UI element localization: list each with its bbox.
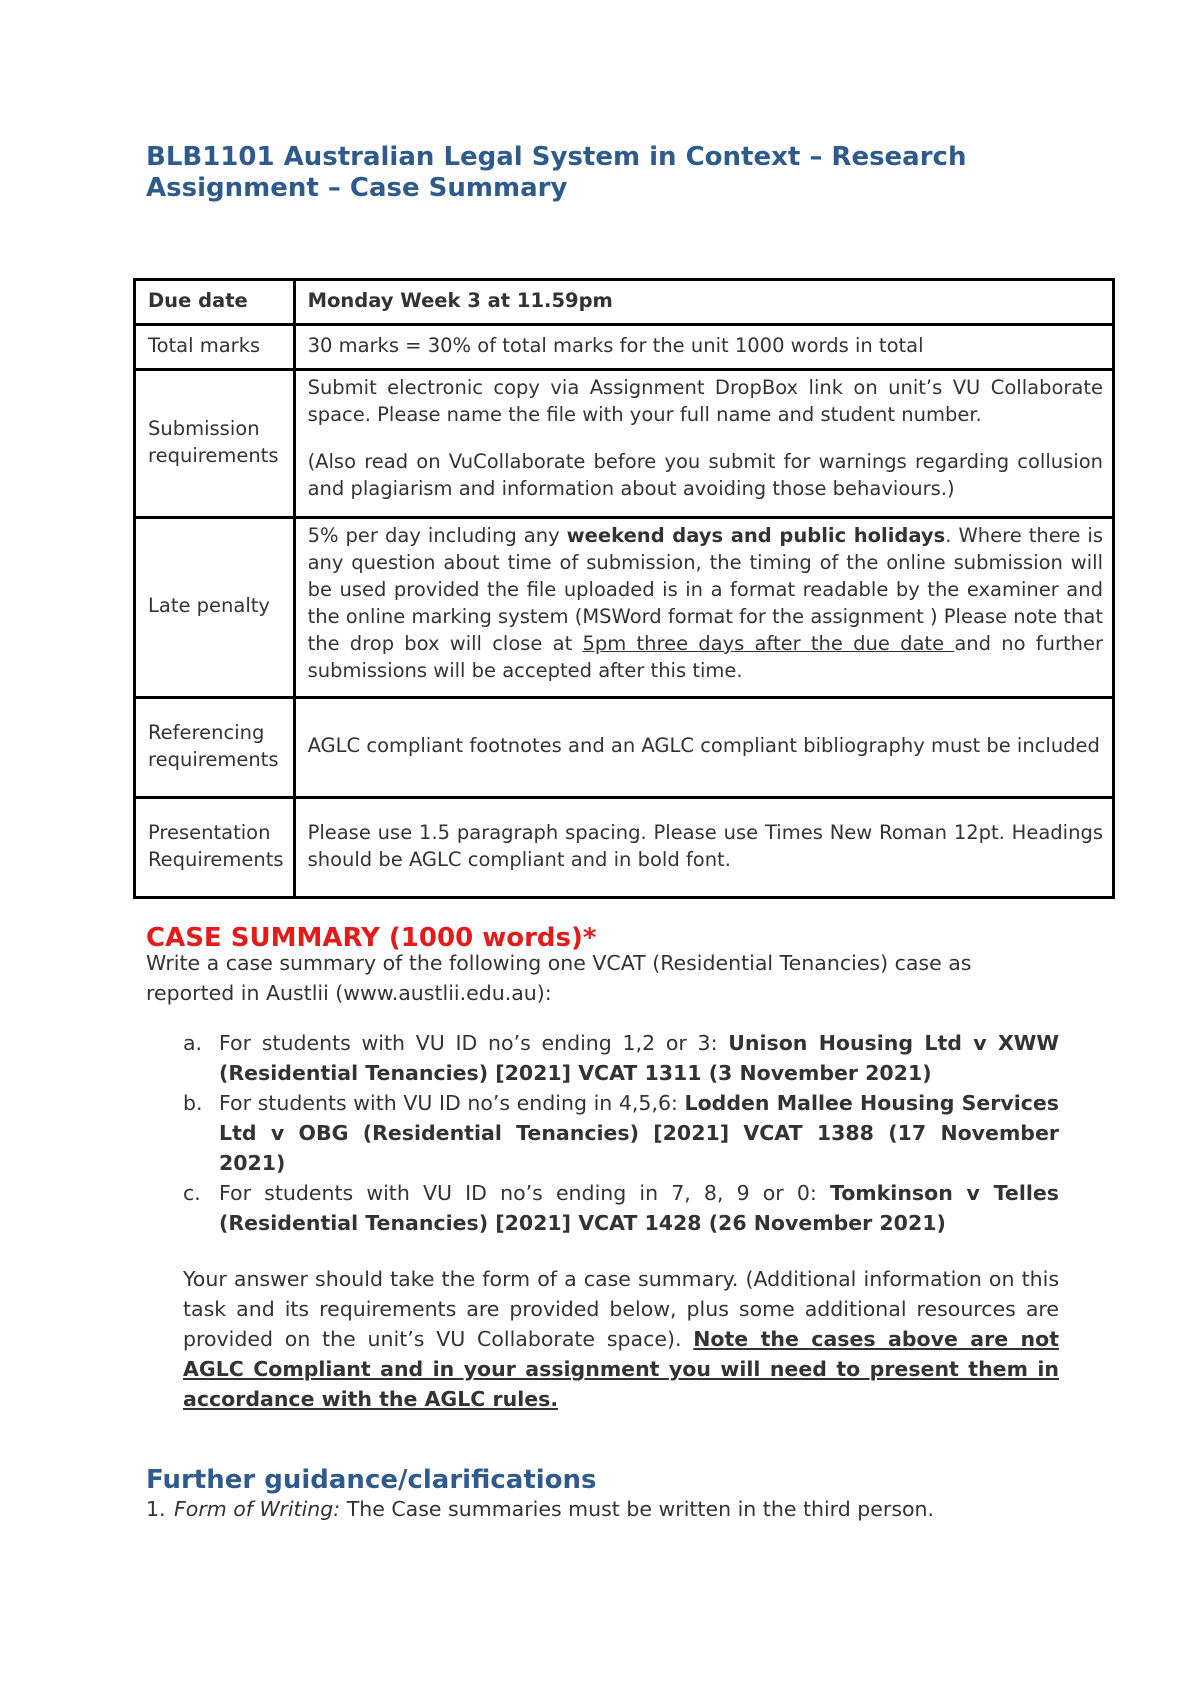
list-marker: b.	[183, 1091, 203, 1115]
submission-value	[294, 370, 1113, 518]
case-summary-intro: Write a case summary of the following one VCAT (Residential Tenancies) case as reported in Austlii (www.austlii.edu.au):	[146, 951, 972, 1005]
list-marker: a.	[183, 1031, 203, 1055]
list-item	[146, 1494, 1058, 1524]
list-item	[183, 1178, 1059, 1238]
list-item	[183, 1028, 1059, 1088]
aglc-note: Note the cases above are not AGLC Compliant and in your assignment you will need to present them in accordance with the AGLC rules.	[183, 1327, 1059, 1411]
late-penalty-text: and no further submissions will be accepted after this time.	[307, 632, 1104, 682]
submission-paragraph: Submit electronic copy via Assignment DropBox link on unit’s VU Collaborate space. Please name the file with your full name and student number.	[307, 376, 1103, 426]
submission-label: Submission requirements	[135, 370, 295, 518]
list-item-text: For students with VU ID no’s ending in 4,5,6:	[219, 1091, 685, 1115]
due-date-value: Monday Week 3 at 11.59pm	[294, 280, 1113, 325]
case-citation: Lodden Mallee Housing Services Ltd v OBG (Residential Tenancies) [2021] VCAT 1388 (17 November 2021)	[219, 1091, 1059, 1175]
late-penalty-text: . Where there is any question about time of submission, the timing of the online submission will be used provided the file uploaded is in a format readable by the examiner and the online marking system (MSWord format for the assignment ) Please note that the drop box will close at	[307, 524, 1104, 655]
table-row	[135, 280, 1114, 325]
due-date-label: Due date	[135, 280, 295, 325]
list-item	[183, 1088, 1059, 1178]
case-citation: Tomkinson v Telles (Residential Tenancies) [2021] VCAT 1428 (26 November 2021)	[219, 1181, 1059, 1235]
table-row	[135, 325, 1114, 370]
guidance-item-text: The Case summaries must be written in the third person.	[340, 1497, 935, 1521]
late-penalty-text: 5% per day including any	[307, 524, 567, 547]
presentation-value: Please use 1.5 paragraph spacing. Please use Times New Roman 12pt. Headings should be AGLC compliant and in bold font.	[294, 798, 1113, 898]
answer-text: Your answer should take the form of a case summary. (Additional information on this task and its requirements are provided below, plus some additional resources are provided on the unit’s VU Collaborate space).	[183, 1267, 1059, 1351]
referencing-value: AGLC compliant footnotes and an AGLC compliant bibliography must be included	[294, 698, 1113, 798]
table-row	[135, 698, 1114, 798]
document-title: BLB1101 Australian Legal System in Context – Research Assignment – Case Summary	[146, 142, 967, 203]
list-item-text: For students with VU ID no’s ending in 7, 8, 9 or 0:	[219, 1181, 830, 1205]
presentation-label: Presentation Requirements	[135, 798, 295, 898]
answer-paragraph	[183, 1264, 1059, 1414]
guidance-list	[146, 1494, 1058, 1524]
guidance-heading: Further guidance/clarifications	[146, 1465, 597, 1495]
late-penalty-value	[294, 518, 1113, 698]
referencing-label: Referencing requirements	[135, 698, 295, 798]
list-marker: 1.	[146, 1497, 166, 1521]
assignment-info-table	[133, 278, 1115, 899]
late-penalty-emphasis: weekend days and public holidays	[566, 524, 946, 547]
total-marks-label: Total marks	[135, 325, 295, 370]
submission-warning-paragraph: (Also read on VuCollaborate before you submit for warnings regarding collusion and plagiarism and information about avoiding those behaviours.)	[307, 450, 1103, 500]
table-row	[135, 798, 1114, 898]
dropbox-close-time: 5pm three days after the due date	[582, 632, 955, 655]
total-marks-value: 30 marks = 30% of total marks for the unit 1000 words in total	[294, 325, 1113, 370]
late-penalty-label: Late penalty	[135, 518, 295, 698]
table-row	[135, 518, 1114, 698]
guidance-item-label: Form of Writing:	[174, 1497, 341, 1521]
case-citation: Unison Housing Ltd v XWW (Residential Tenancies) [2021] VCAT 1311 (3 November 2021)	[219, 1031, 1059, 1085]
case-list	[183, 1028, 1059, 1238]
case-summary-heading: CASE SUMMARY (1000 words)*	[146, 923, 597, 953]
list-item-text: For students with VU ID no’s ending 1,2 or 3:	[219, 1031, 729, 1055]
list-marker: c.	[183, 1181, 201, 1205]
table-row	[135, 370, 1114, 518]
